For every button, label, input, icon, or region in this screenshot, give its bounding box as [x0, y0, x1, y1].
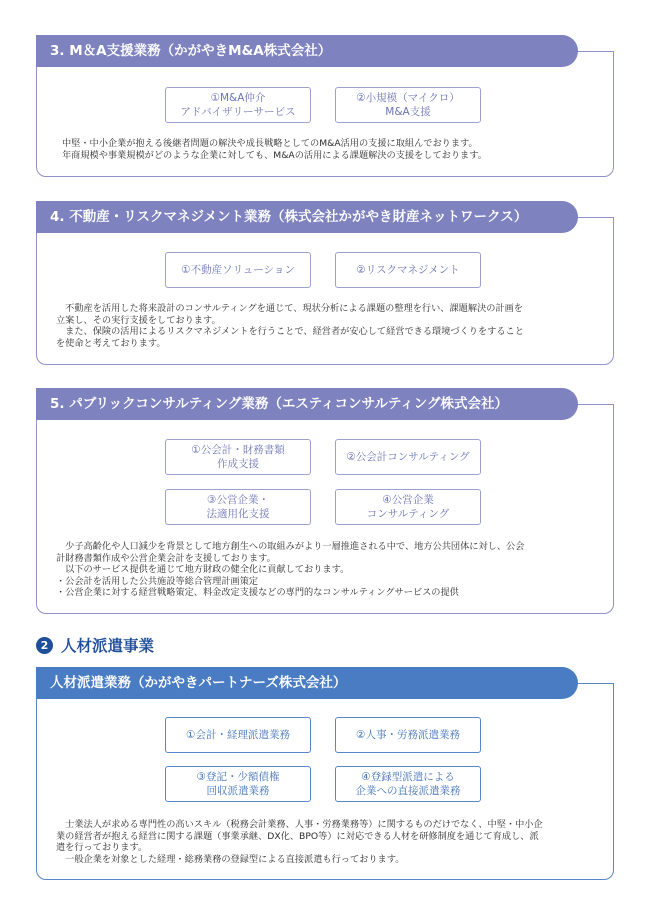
section-ma-support [36, 35, 614, 177]
service-button-direct-dispatch[interactable]: ④登録型派遣による 企業への直接派遣業務 [335, 766, 481, 802]
section-description: 不動産を活用した将来設計のコンサルティングを通じて、現状分析による課題の整理を行い、課題解決の計画を 立案し、その実行支援をしております。 また、保険の活用によるリスクマネジメントを行うことで、経営者が安心して経営できる環境づくりをすること を使命と考えております。 [56, 303, 524, 349]
section-title: 人材派遣業務（かがやきパートナーズ株式会社） [36, 667, 578, 699]
section-title: 3. M＆A支援業務（かがやきM&A株式会社） [36, 35, 578, 67]
service-button-public-accounting-consulting[interactable]: ②公会計コンサルティング [335, 439, 481, 475]
section-title: 4. 不動産・リスクマネジメント業務（株式会社かがやき財産ネットワークス） [36, 201, 578, 233]
service-button-public-accounting-docs[interactable]: ①公会計・財務書類 作成支援 [165, 439, 311, 475]
service-button-accounting-dispatch[interactable]: ①会計・経理派遣業務 [165, 717, 311, 753]
section-public-consulting [36, 388, 614, 614]
number-badge: 2 [36, 637, 53, 654]
service-button-risk-management[interactable]: ②リスクマネジメント [335, 252, 481, 288]
service-button-hr-dispatch[interactable]: ②人事・労務派遣業務 [335, 717, 481, 753]
service-button-micro-ma[interactable]: ②小規模（マイクロ） M&A支援 [335, 87, 481, 123]
section-description: 士業法人が求める専門性の高いスキル（税務会計業務、人事・労務業務等）に関するものだけでなく、中堅・中小企 業の経営者が抱える経営に関する課題（事業承継、DX化、BPO等）に対応できる人材を研修制度を通じて育成し、派 遣を行っております。 一般企業を対象とした経理・総務業務の登録型による直接派遣も行っております。 [56, 819, 543, 865]
service-button-real-estate[interactable]: ①不動産ソリューション [165, 252, 311, 288]
service-button-registration-dispatch[interactable]: ③登記・少額債権 回収派遣業務 [165, 766, 311, 802]
service-button-public-enterprise-law[interactable]: ③公営企業・ 法適用化支援 [165, 489, 311, 525]
service-button-ma-advisory[interactable]: ①M&A仲介 アドバイザリーサービス [165, 87, 311, 123]
staffing-business-heading [36, 634, 154, 656]
section-description: 少子高齢化や人口減少を背景として地方創生への取組みがより一層推進される中で、地方公共団体に対し、公会 計財務書類作成や公営企業会計を支援しております。 以下のサービス提供を通じて地方財政の健全化に貢献しております。 ・公会計を活用した公共施設等総合管理計画策定 ・公営企業に対する経営戦略策定、料金改定支援などの専門的なコンサルティングサービスの提供 [56, 541, 525, 598]
service-button-public-enterprise-consulting[interactable]: ④公営企業 コンサルティング [335, 489, 481, 525]
heading-text: 人材派遣事業 [61, 637, 155, 655]
section-description: 中堅・中小企業が抱える後継者問題の解決や成長戦略としてのM&A活用の支援に取組んでおります。 年商規模や事業規模がどのような企業に対しても、M&Aの活用による課題解決の支援をしております。 [62, 138, 487, 161]
section-real-estate-risk [36, 201, 614, 365]
section-title: 5. パブリックコンサルティング業務（エスティコンサルティング株式会社） [36, 388, 578, 420]
section-staffing [36, 667, 614, 880]
